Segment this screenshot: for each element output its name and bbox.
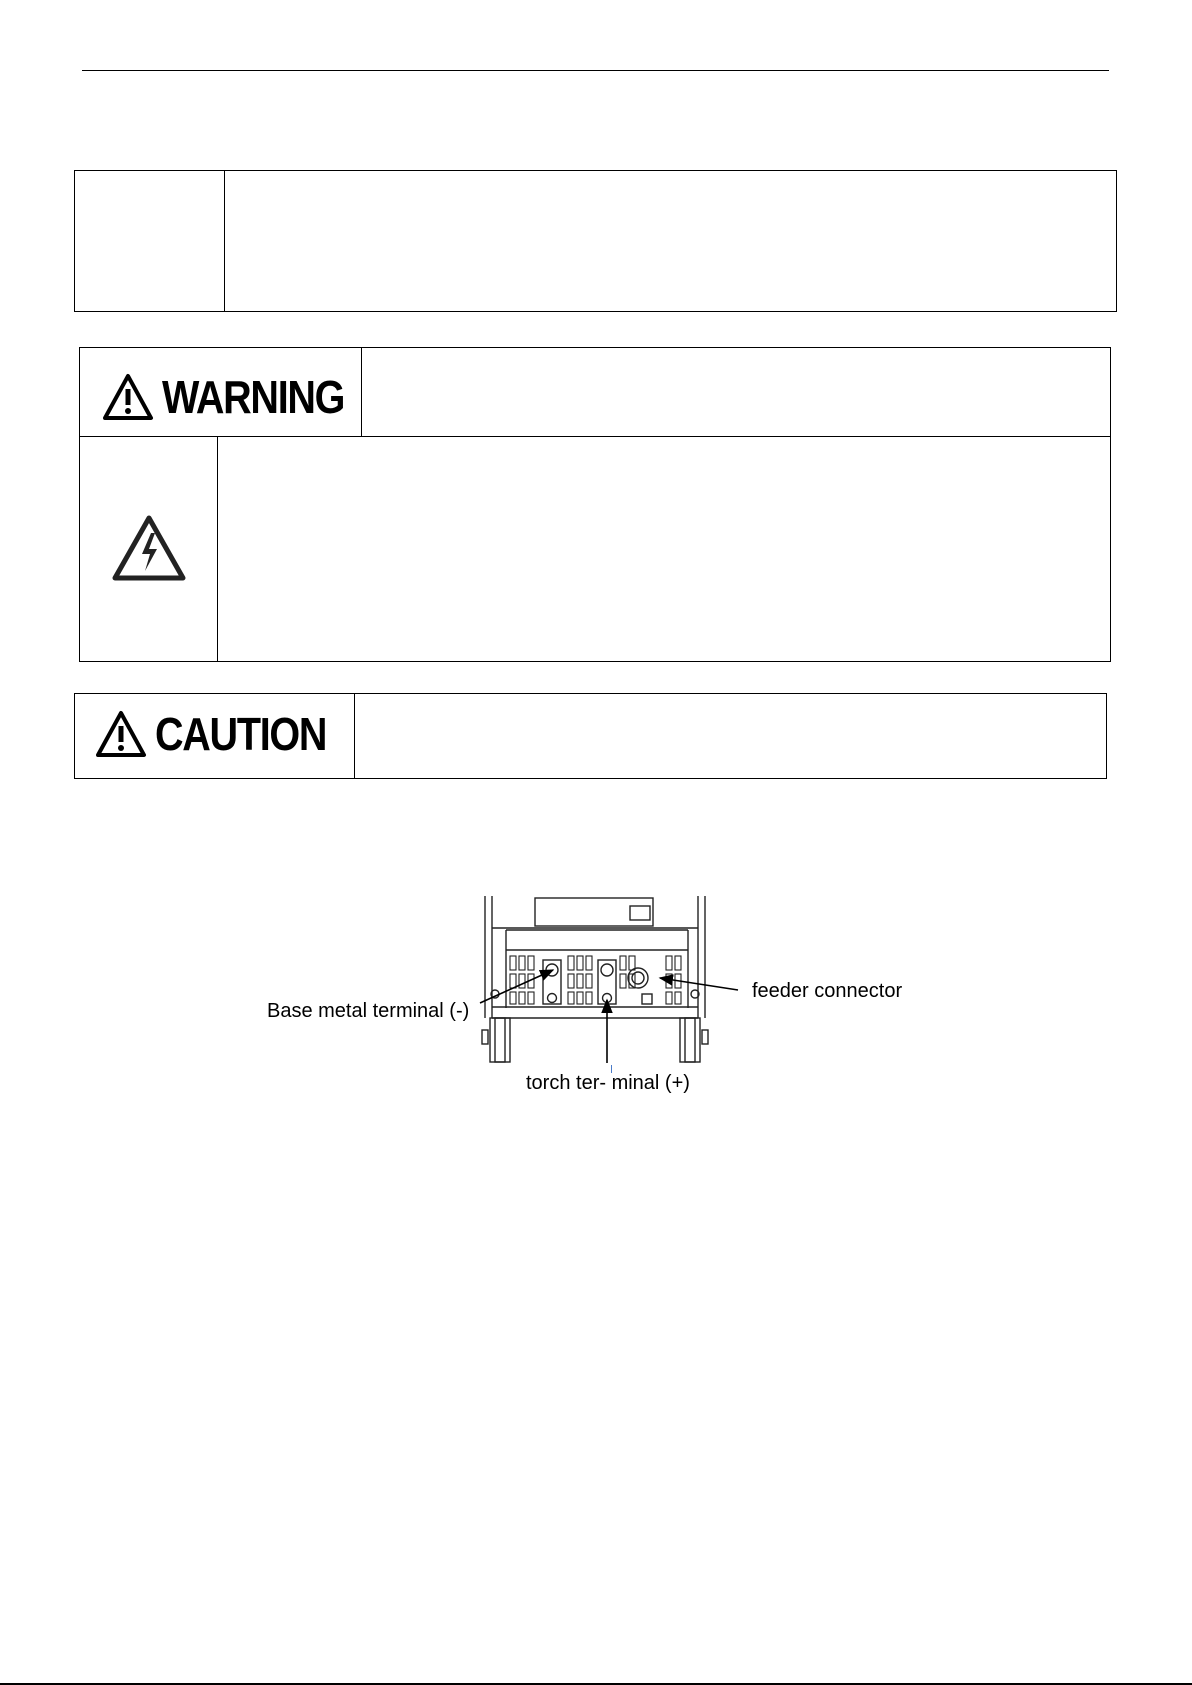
torch-terminal-label: torch ter- minal (+) <box>526 1072 690 1094</box>
base-metal-terminal-arrow <box>480 970 553 1003</box>
base-metal-terminal-label: Base metal terminal (-) <box>267 1000 470 1022</box>
feeder-connector-arrow <box>660 978 738 990</box>
feeder-connector-label: feeder connector <box>752 980 903 1002</box>
warning-signal-word: WARNING <box>162 371 345 423</box>
caution-signal-word: CAUTION <box>155 708 327 760</box>
